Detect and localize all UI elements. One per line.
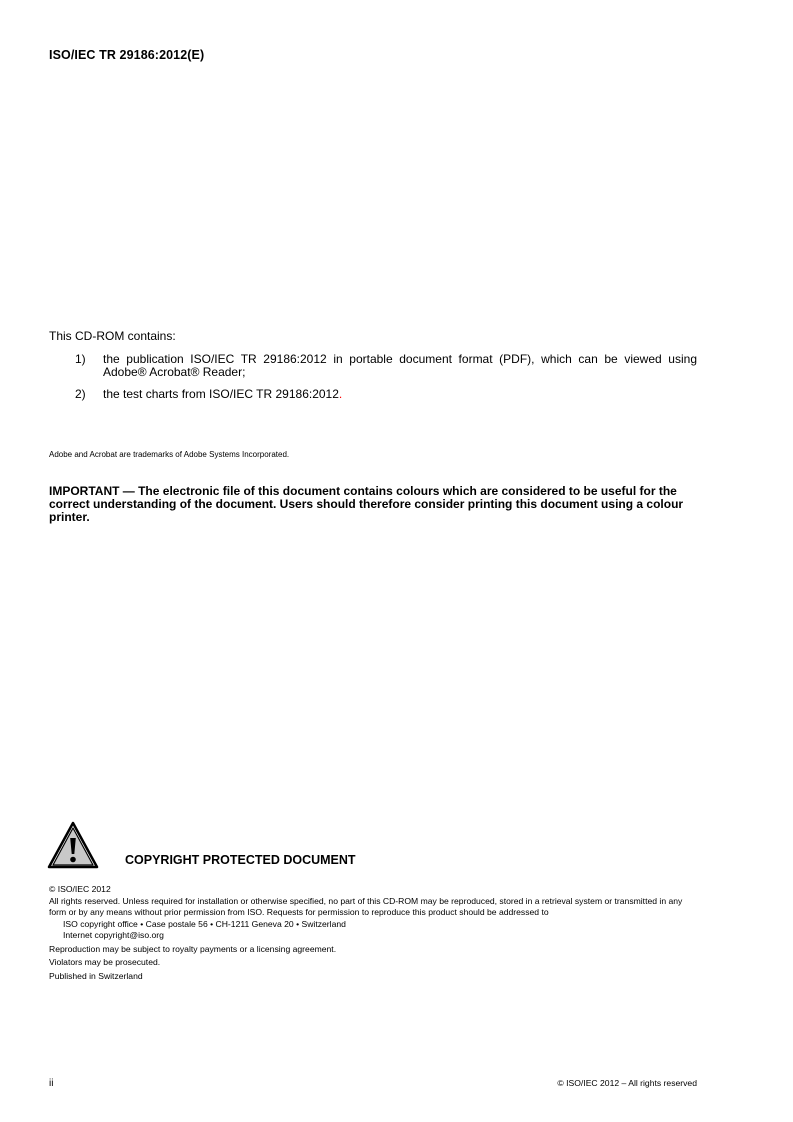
footer-copyright: © ISO/IEC 2012 – All rights reserved	[557, 1078, 697, 1088]
published-note: Published in Switzerland	[49, 970, 143, 981]
document-id-header: ISO/IEC TR 29186:2012(E)	[49, 48, 205, 62]
trademark-note: Adobe and Acrobat are trademarks of Adobe Systems Incorporated.	[49, 450, 290, 459]
contents-list	[49, 353, 697, 401]
list-item-number: 2)	[75, 387, 86, 401]
copyright-block	[49, 884, 697, 982]
copyright-internet: Internet copyright@iso.org	[63, 930, 164, 940]
royalty-note: Reproduction may be subject to royalty payments or a licensing agreement.	[49, 943, 337, 954]
page-number: ii	[49, 1078, 54, 1089]
list-item	[49, 353, 697, 379]
list-item-text: the publication ISO/IEC TR 29186:2012 in portable document format (PDF), which can be viewed using Adobe® Acrobat® Reader;	[103, 352, 697, 379]
warning-triangle-icon	[47, 821, 99, 869]
copyright-rights-text: All rights reserved. Unless required for installation or otherwise specified, no part of this CD-ROM may be reproduced, stored in a retrieval system or transmitted in any form or by any means without prior permission from ISO. Requests for permission to reproduce this product should be addressed to	[49, 895, 683, 917]
list-item-end-mark: .	[338, 387, 343, 401]
important-notice: IMPORTANT — The electronic file of this document contains colours which are considered to be useful for the correct understanding of the document. Users should therefore consider printing this document using a colour printer.	[49, 484, 684, 524]
list-item-number: 1)	[75, 352, 86, 366]
copyright-title: COPYRIGHT PROTECTED DOCUMENT	[125, 853, 356, 867]
list-item-text-body: the test charts from ISO/IEC TR 29186:2012	[103, 387, 339, 401]
list-item	[49, 388, 697, 401]
copyright-office-address: ISO copyright office • Case postale 56 • CH-1211 Geneva 20 • Switzerland	[63, 918, 346, 929]
list-item-text	[103, 388, 697, 401]
violators-note: Violators may be prosecuted.	[49, 957, 161, 967]
intro-text: This CD-ROM contains:	[49, 329, 176, 343]
copyright-year: © ISO/IEC 2012	[49, 884, 111, 894]
